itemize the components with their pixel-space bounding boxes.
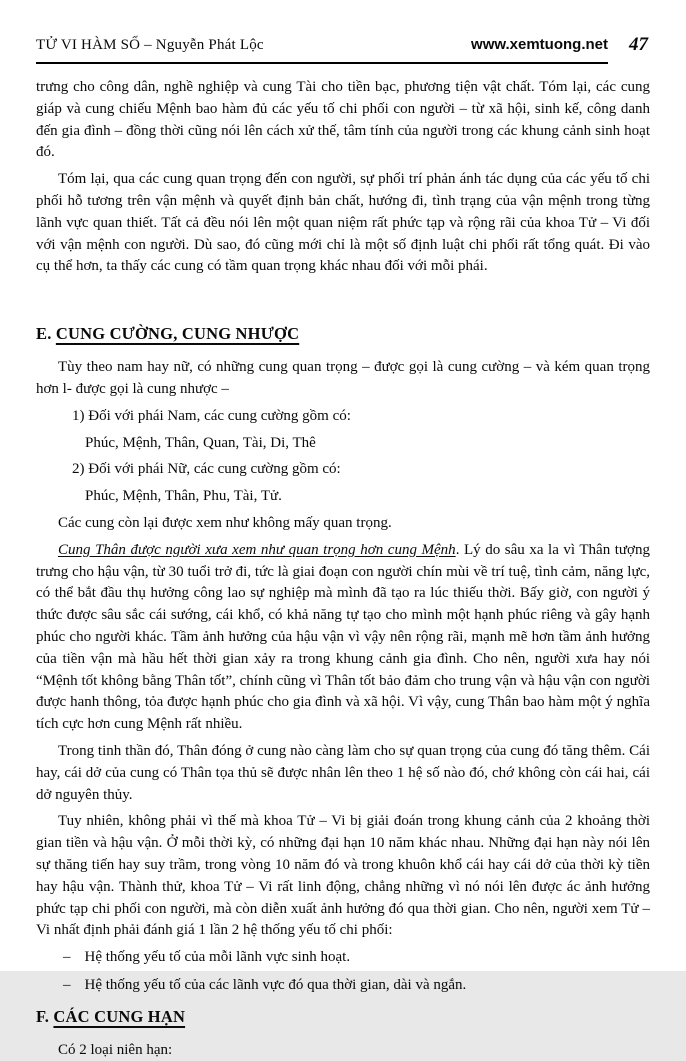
list-subitem: Phúc, Mệnh, Thân, Phu, Tài, Tử. [85,488,282,505]
list-item: 1) Đối với phái Nam, các cung cường gồm có: [72,407,351,424]
header-rule [36,36,608,64]
bullet-item [63,947,650,969]
page-header [36,36,650,64]
paragraph: Tùy theo nam hay nữ, có những cung quan trọng – được gọi là cung cường – và kém quan trọng hơn l- được gọi là cung nhược – [36,359,650,397]
section-label: E. [36,324,56,344]
content [36,77,650,1061]
section-heading [36,1007,650,1027]
section-heading [36,324,650,344]
section-title: CUNG CƯỜNG, CUNG NHƯỢC [55,324,300,344]
lead-phrase: Cung Thân được người xưa xem như quan trọng hơn cung Mệnh [58,541,456,558]
bullet-text: Hệ thống yếu tố của các lãnh vực đó qua thời gian, dài và ngắn. [84,976,467,993]
paragraph: Trong tinh thần đó, Thân đóng ở cung nào càng làm cho sự quan trọng của cung đó tăng thêm. Cái hay, cái dở của cung có Thân tọa thủ sẽ được nhân lên theo 1 hệ số nào đó, chớ không còn cái hai, cái dở nguyên thủy. [36,742,650,803]
running-title: TỬ VI HÀM SỐ – Nguyễn Phát Lộc [36,37,264,53]
website-label: www.xemtuong.net [471,36,608,53]
list-subitem: Phúc, Mệnh, Thân, Quan, Tài, Di, Thê [85,434,316,451]
page-number: 47 [629,34,648,55]
paragraph: Cung Thân được người xưa xem như quan trọng hơn cung Mệnh. Lý do sâu xa la vì Thân tượng trưng cho hậu vận, từ 30 tuổi trở đi, tức là giai đoạn con người chín mùi về trí tuệ, tình cảm, năng lực, có thể bắt đầu thụ hưởng công lao sự nghiệp mà mình đã tạo ra lúc thiếu thời. Bấy giờ, con người ý thức được sâu sắc cái sướng, cái khổ, có khả năng tự tạo cho mình một hạnh phúc riêng và gây hạnh phúc cho người khác. Tầm ảnh hưởng của hậu vận vì vậy nên rộng rãi, mạnh mẽ hơn tầm ảnh hưởng của tiền vận mà hầu hết thời gian xảy ra trong khung cảnh gia đình. Cho nên, người xưa hay nói “Mệnh tốt không bằng Thân tốt”, chính cũng vì Thân tốt bảo đảm cho trung vận và hậu vận con người được hanh thông, tỏa được hạnh phúc cho gia đình và xã hội. Vì vậy, cung Thân bao hàm một ý nghĩa tích cực hơn cung Mệnh rất nhiều. [36,541,650,733]
section-label: F. [36,1006,54,1026]
paragraph: Có 2 loại niên hạn: [58,1041,173,1058]
paragraph: Tuy nhiên, không phải vì thế mà khoa Tử – Vi bị giải đoán trong khung cảnh của 2 khoảng thời gian tiền và hậu vận. Ở mỗi thời kỳ, có những đại hạn 10 năm khác nhau. Những đại hạn này nói lên sự thăng tiến hay suy trầm, trong vòng 10 năm đó và trong khuôn khổ cái hay cái dở của thời kỳ tiền hay hậu vận. Thành thử, khoa Tử – Vi rất linh động, chẳng những vì nó nói lên được ác ảnh hưởng phức tạp chi phối con người, mà còn diễn xuất ảnh hưởng đó qua thời gian. Cho nên, người xem Tử – Vi nhất định phải đánh giá 1 lần 2 hệ thống yếu tố chi phối: [36,813,650,939]
paragraph: trưng cho công dân, nghề nghiệp và cung Tài cho tiền bạc, phương tiện vật chất. Tóm lại, các cung giáp và cung chiếu Mệnh bao hàm đủ các yếu tố chi phối con người – từ xã hội, sinh kế, công danh đến gia đình – đồng thời cũng nói lên cách xử thế, tâm tính của người trong các khung cảnh sinh hoạt đó. [36,79,650,161]
bullet-dash: – [63,949,71,966]
list-item: 2) Đối với phái Nữ, các cung cường gồm có: [72,461,341,478]
bullet-dash: – [63,976,71,993]
paragraph: Tóm lại, qua các cung quan trọng đến con người, sự phối trí phản ánh tác dụng của các yếu tố chi phối hỗ tương trên vận mệnh và quyết định bản chất, hướng đi, tình trạng của vận mệnh trong từng lãnh vực quan thiết. Tất cả đều nói lên một quan niệm rất phức tạp và rộng rãi của khoa Tử – Vi đối với vận mệnh con người. Dù sao, đó cũng mới chỉ là một số định luật chi phối rất tổng quát. Đi vào cụ thể hơn, ta thấy các cung có tầm quan trọng khác nhau đối với mỗi phái. [36,171,650,275]
bullet-item [63,975,650,997]
paragraph: Các cung còn lại được xem như không mấy quan trọng. [58,514,392,531]
section-title: CÁC CUNG HẠN [53,1006,186,1026]
bullet-text: Hệ thống yếu tố của mỗi lãnh vực sinh hoạt. [84,949,351,966]
